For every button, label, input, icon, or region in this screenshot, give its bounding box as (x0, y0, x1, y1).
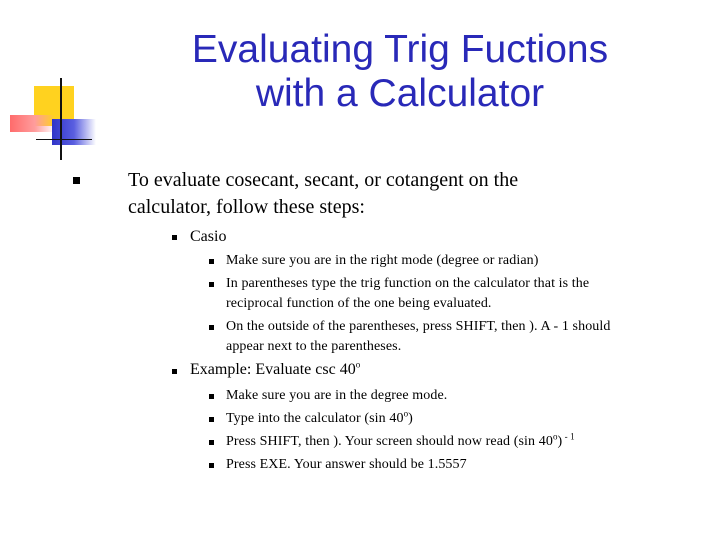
slide-title (100, 28, 700, 116)
bullet-square-icon (209, 325, 214, 330)
example-step-4: Press EXE. Your answer should be 1.5557 (226, 457, 467, 472)
logo-red-bar (10, 115, 55, 132)
casio-step-3: On the outside of the parentheses, press SHIFT, then ). A - 1 should (226, 319, 611, 334)
casio-step-2-cont: reciprocal function of the one being evaluated. (226, 296, 492, 311)
logo-blue-square (52, 119, 96, 145)
bullet-square-icon (209, 259, 214, 264)
casio-step-1: Make sure you are in the right mode (degree or radian) (226, 253, 539, 268)
bullet-square-icon (209, 440, 214, 445)
example-step-3: Press SHIFT, then ). Your screen should now read (sin 40$^o$) $^{- 1}$ (226, 431, 575, 449)
bullet-square-icon (209, 282, 214, 287)
casio-step-3-cont: appear next to the parentheses. (226, 339, 402, 354)
bullet-square-icon (172, 369, 177, 374)
bullet-square-icon (209, 417, 214, 422)
example-label: Example: Evaluate csc 40$^o$ (190, 359, 361, 378)
intro-line-1: To evaluate cosecant, secant, or cotangent on the (128, 169, 519, 191)
casio-step-2: In parentheses type the trig function on the calculator that is the (226, 276, 590, 291)
logo-horizontal-line (36, 139, 92, 140)
example-step-2: Type into the calculator (sin 40$^o$) (226, 408, 413, 426)
bullet-square-icon (209, 463, 214, 468)
bullet-square-icon (209, 394, 214, 399)
title-line-2: with a Calculator (255, 72, 545, 115)
title-line-1: Evaluating Trig Fuctions (191, 28, 609, 71)
logo-vertical-line (60, 78, 62, 160)
example-step-1: Make sure you are in the degree mode. (226, 388, 448, 403)
intro-line-2: calculator, follow these steps: (128, 196, 365, 218)
bullet-square-icon (73, 177, 80, 184)
bullet-square-icon (172, 235, 177, 240)
casio-label: Casio (190, 228, 227, 245)
